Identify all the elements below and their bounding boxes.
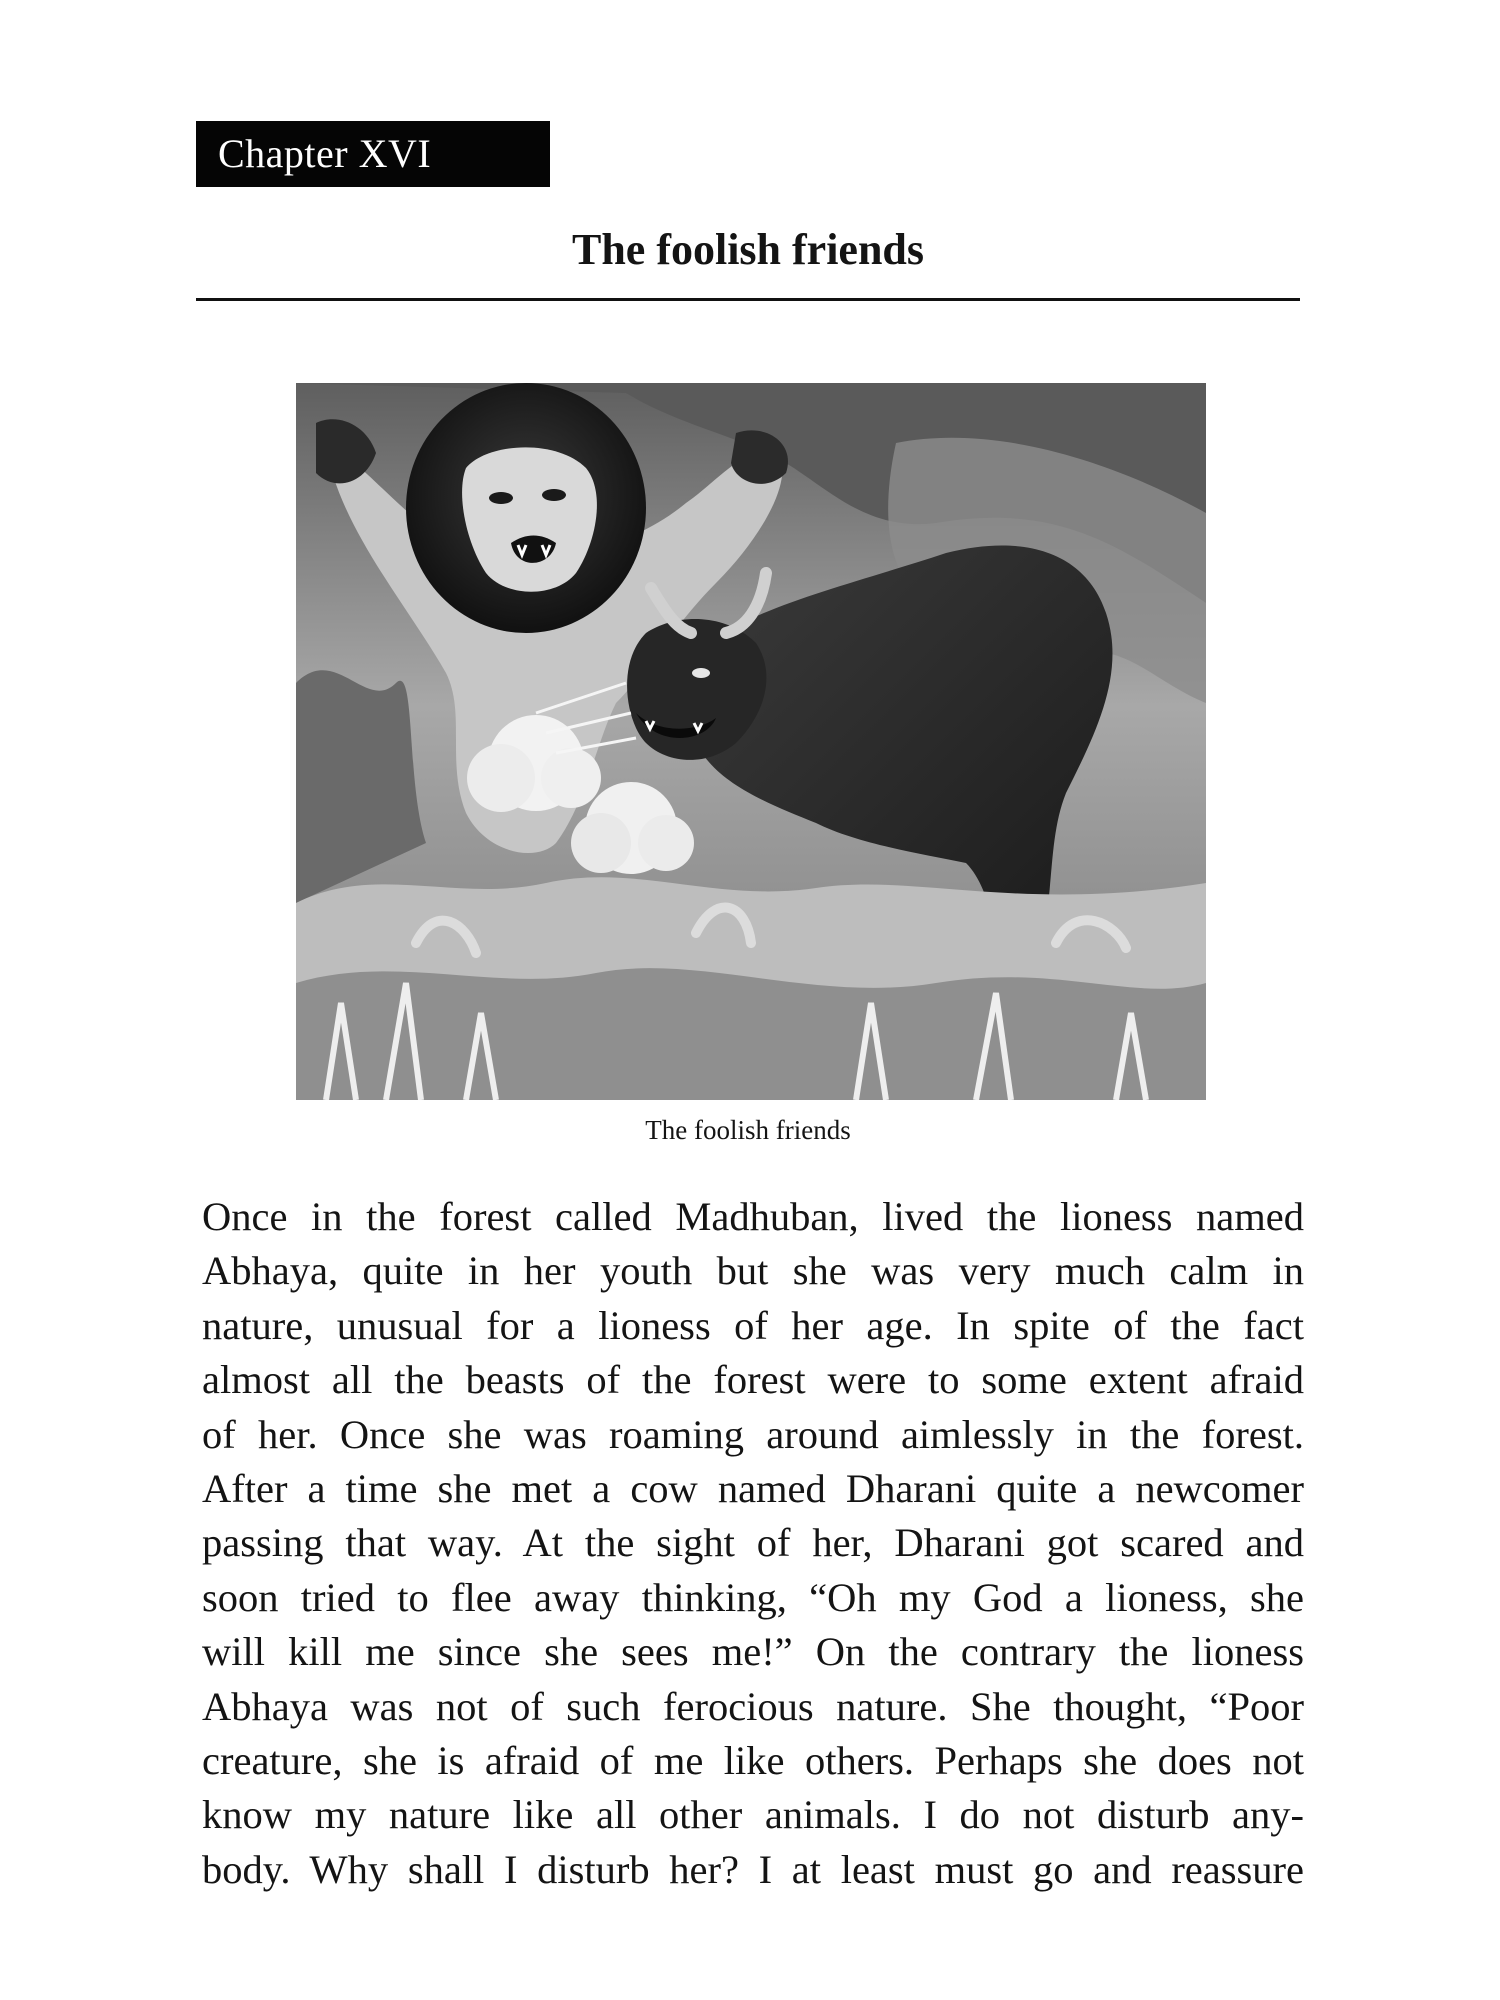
story-line: nature, unusual for a lioness of her age. In spite of the fact: [202, 1302, 1304, 1348]
story-line: Abhaya, quite in her youth but she was very much calm in: [202, 1248, 1304, 1294]
story-line: Abhaya was not of such ferocious nature. She thought, “Poor: [202, 1683, 1304, 1729]
story-line: know my nature like all other animals. I do not disturb any-: [202, 1792, 1304, 1838]
story-line: will kill me since she sees me!” On the contrary the lioness: [202, 1629, 1304, 1675]
chapter-title: The foolish friends: [571, 225, 925, 274]
story-text: [202, 1190, 1304, 1897]
story-line: After a time she met a cow named Dharani quite a newcomer: [202, 1465, 1304, 1511]
story-illustration: [296, 383, 1206, 1100]
story-line: Once in the forest called Madhuban, lived the lioness named: [202, 1194, 1304, 1239]
illustration-caption: The foolish friends: [645, 1115, 851, 1145]
story-line: of her. Once she was roaming around aimlessly in the forest.: [202, 1411, 1304, 1457]
story-line: passing that way. At the sight of her, Dharani got scared and: [202, 1520, 1304, 1566]
story-line: creature, she is afraid of me like others. Perhaps she does not: [202, 1737, 1304, 1783]
title-divider: [196, 298, 1300, 301]
story-line: almost all the beasts of the forest were to some extent afraid: [202, 1357, 1304, 1403]
story-line: body. Why shall I disturb her? I at least must go and reassure: [202, 1846, 1304, 1892]
chapter-label: Chapter XVI: [196, 121, 550, 187]
story-line: soon tried to flee away thinking, “Oh my God a lioness, she: [202, 1574, 1304, 1620]
